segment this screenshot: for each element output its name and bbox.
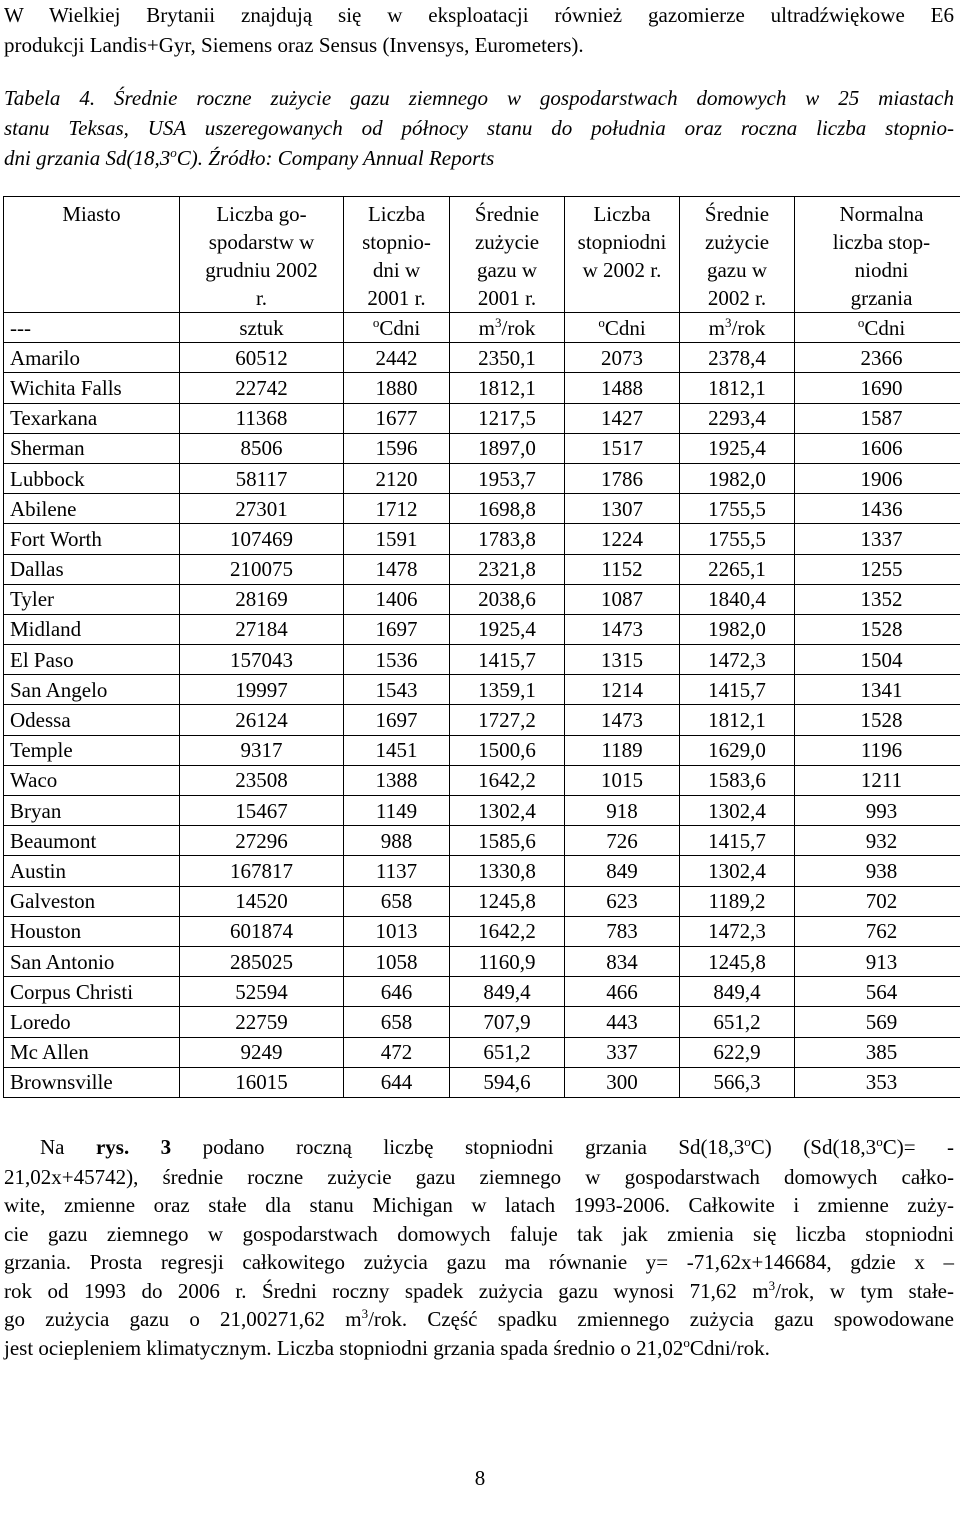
value-cell: 337 [565, 1037, 680, 1067]
city-cell: Abilene [4, 494, 180, 524]
table-header [4, 197, 960, 313]
table-row [4, 946, 960, 976]
body-line-2: 21,02x+45742), średnie roczne zużycie gazu ziemnego w gospodarstwach domowych całko- [4, 1165, 954, 1189]
value-cell: 23508 [180, 765, 344, 795]
value-cell: 1606 [795, 433, 960, 463]
value-cell: 385 [795, 1037, 960, 1067]
value-cell: 300 [565, 1067, 680, 1097]
city-cell: San Angelo [4, 675, 180, 705]
value-cell: 1925,4 [680, 433, 795, 463]
column-header-line: liczba stop- [832, 230, 931, 254]
value-cell: 1755,5 [680, 494, 795, 524]
unit-cell: sztuk [180, 313, 344, 343]
table-row [4, 403, 960, 433]
value-cell: 285025 [180, 946, 344, 976]
value-cell: 1642,2 [450, 916, 565, 946]
value-cell: 913 [795, 946, 960, 976]
value-cell: 1812,1 [450, 373, 565, 403]
value-cell: 52594 [180, 977, 344, 1007]
table-row [4, 1007, 960, 1037]
city-cell: San Antonio [4, 946, 180, 976]
value-cell: 646 [344, 977, 450, 1007]
table-row [4, 463, 960, 493]
value-cell: 1302,4 [450, 796, 565, 826]
degree-sup: o [744, 1134, 751, 1149]
value-cell: 1587 [795, 403, 960, 433]
value-cell: 1897,0 [450, 433, 565, 463]
table-row [4, 343, 960, 373]
unit-text: Cdni [864, 315, 906, 340]
body-line-1 [4, 1132, 954, 1162]
body-line-5: grzania. Prosta regresji całkowitego zużycia gazu ma równanie y= -71,62x+146684, gdzie x – [4, 1250, 954, 1274]
value-cell: 783 [565, 916, 680, 946]
table-row [4, 916, 960, 946]
value-cell: 107469 [180, 524, 344, 554]
value-cell: 15467 [180, 796, 344, 826]
column-header-line: dni w [372, 258, 421, 282]
value-cell: 1690 [795, 373, 960, 403]
unit-cell [680, 313, 795, 343]
city-cell: Odessa [4, 705, 180, 735]
city-cell: Waco [4, 765, 180, 795]
caption-line-2: stanu Teksas, USA uszeregowanych od północy stanu do południa oraz roczna liczba stopnio- [4, 116, 954, 140]
column-header-line: stopnio- [362, 230, 431, 254]
value-cell: 1302,4 [680, 856, 795, 886]
value-cell: 1697 [344, 705, 450, 735]
body-text: C)= - [882, 1135, 954, 1159]
value-cell: 27301 [180, 494, 344, 524]
value-cell: 2378,4 [680, 343, 795, 373]
value-cell: 1880 [344, 373, 450, 403]
value-cell: 1472,3 [680, 916, 795, 946]
table-row [4, 1037, 960, 1067]
table-row [4, 554, 960, 584]
column-header-line: grudniu 2002 [205, 258, 318, 282]
column-header-line: niodni [854, 258, 909, 282]
unit-cell [450, 313, 565, 343]
value-cell: 1473 [565, 614, 680, 644]
value-cell: 1677 [344, 403, 450, 433]
value-cell: 594,6 [450, 1067, 565, 1097]
table-row [4, 796, 960, 826]
value-cell: 16015 [180, 1067, 344, 1097]
value-cell: 2442 [344, 343, 450, 373]
value-cell: 2350,1 [450, 343, 565, 373]
value-cell: 60512 [180, 343, 344, 373]
value-cell: 1504 [795, 645, 960, 675]
value-cell: 1473 [565, 705, 680, 735]
caption-line-3 [4, 143, 954, 173]
value-cell: 1596 [344, 433, 450, 463]
table-row [4, 675, 960, 705]
table-row [4, 977, 960, 1007]
table-row [4, 856, 960, 886]
city-cell: Tyler [4, 584, 180, 614]
value-cell: 1436 [795, 494, 960, 524]
body-line-3: wite, zmienne oraz stałe dla stanu Michigan w latach 1993-2006. Całkowite i zmienne zuży- [4, 1193, 954, 1217]
column-header-line: Normalna [839, 202, 924, 226]
value-cell: 1087 [565, 584, 680, 614]
table-row [4, 765, 960, 795]
value-cell: 443 [565, 1007, 680, 1037]
value-cell: 27296 [180, 826, 344, 856]
value-cell: 1583,6 [680, 765, 795, 795]
value-cell: 2321,8 [450, 554, 565, 584]
value-cell: 834 [565, 946, 680, 976]
caption-text-b: C). Źródło: Company Annual Reports [176, 146, 495, 170]
value-cell: 466 [565, 977, 680, 1007]
column-header-line: zużycie [474, 230, 540, 254]
table-row [4, 494, 960, 524]
value-cell: 1302,4 [680, 796, 795, 826]
body-text: C) (Sd(18,3 [750, 1135, 877, 1159]
column-header-line: gazu w [706, 258, 768, 282]
column-header-line: Miasto [62, 202, 121, 226]
city-cell: Texarkana [4, 403, 180, 433]
unit-sup: 3 [725, 314, 732, 330]
value-cell: 1840,4 [680, 584, 795, 614]
value-cell: 623 [565, 886, 680, 916]
value-cell: 1160,9 [450, 946, 565, 976]
value-cell: 1528 [795, 705, 960, 735]
value-cell: 1330,8 [450, 856, 565, 886]
degree-sup: o [170, 145, 177, 160]
city-cell: Temple [4, 735, 180, 765]
value-cell: 22742 [180, 373, 344, 403]
column-header-line: Średnie [704, 202, 770, 226]
body-text: /rok, w tym stałe- [775, 1279, 954, 1303]
value-cell: 1478 [344, 554, 450, 584]
value-cell: 658 [344, 1007, 450, 1037]
column-header-line: spodarstw w [208, 230, 315, 254]
column-header-line: 2002 r. [707, 286, 767, 310]
city-cell: Amarilo [4, 343, 180, 373]
column-header-line: w 2002 r. [582, 258, 662, 282]
body-text: go zużycia gazu o 21,00271,62 m [4, 1307, 362, 1331]
value-cell: 1149 [344, 796, 450, 826]
table-row [4, 614, 960, 644]
value-cell: 2038,6 [450, 584, 565, 614]
value-cell: 564 [795, 977, 960, 1007]
column-header-line: 2001 r. [367, 286, 426, 310]
column-header-line: 2001 r. [477, 286, 537, 310]
value-cell: 1629,0 [680, 735, 795, 765]
cubic-sup: 3 [768, 1278, 776, 1293]
unit-sup: o [857, 314, 865, 330]
value-cell: 702 [795, 886, 960, 916]
city-cell: Dallas [4, 554, 180, 584]
city-cell: Fort Worth [4, 524, 180, 554]
value-cell: 569 [795, 1007, 960, 1037]
value-cell: 1415,7 [680, 826, 795, 856]
value-cell: 9249 [180, 1037, 344, 1067]
value-cell: 1255 [795, 554, 960, 584]
body-text: Cdni/rok. [689, 1336, 770, 1360]
unit-cell [565, 313, 680, 343]
value-cell: 8506 [180, 433, 344, 463]
value-cell: 1415,7 [680, 675, 795, 705]
column-header-line: zużycie [704, 230, 770, 254]
table-body [4, 313, 960, 1098]
column-header [680, 197, 795, 313]
city-cell: Houston [4, 916, 180, 946]
units-row [4, 313, 960, 343]
value-cell: 167817 [180, 856, 344, 886]
city-cell: Galveston [4, 886, 180, 916]
cubic-sup: 3 [361, 1306, 369, 1321]
value-cell: 1058 [344, 946, 450, 976]
column-header [795, 197, 960, 313]
value-cell: 1427 [565, 403, 680, 433]
city-cell: Bryan [4, 796, 180, 826]
value-cell: 1217,5 [450, 403, 565, 433]
header-row [4, 197, 960, 313]
value-cell: 58117 [180, 463, 344, 493]
value-cell: 1642,2 [450, 765, 565, 795]
value-cell: 1543 [344, 675, 450, 705]
unit-text: /rok [731, 315, 766, 340]
column-header [4, 197, 180, 313]
value-cell: 14520 [180, 886, 344, 916]
caption-text-a: dni grzania Sd(18,3 [4, 146, 171, 170]
city-cell: Corpus Christi [4, 977, 180, 1007]
table-row [4, 1067, 960, 1097]
value-cell: 849,4 [450, 977, 565, 1007]
value-cell: 658 [344, 886, 450, 916]
unit-text: /rok [501, 315, 536, 340]
body-line-4: cie gazu ziemnego w gospodarstwach domowych faluje tak jak zmienia się liczba stopniodni [4, 1222, 954, 1246]
value-cell: 918 [565, 796, 680, 826]
value-cell: 11368 [180, 403, 344, 433]
value-cell: 993 [795, 796, 960, 826]
table-row [4, 705, 960, 735]
table-row [4, 584, 960, 614]
value-cell: 1406 [344, 584, 450, 614]
value-cell: 1585,6 [450, 826, 565, 856]
column-header-line: Średnie [474, 202, 540, 226]
value-cell: 1315 [565, 645, 680, 675]
city-cell: Lubbock [4, 463, 180, 493]
value-cell: 1472,3 [680, 645, 795, 675]
body-text: Na [40, 1135, 96, 1159]
figure-reference: rys. 3 [95, 1135, 172, 1159]
value-cell: 1337 [795, 524, 960, 554]
column-header-line: Liczba [367, 202, 426, 226]
value-cell: 1697 [344, 614, 450, 644]
value-cell: 1245,8 [680, 946, 795, 976]
body-text: rok od 1993 do 2006 r. Średni roczny spadek zużycia gazu wynosi 71,62 m [4, 1279, 769, 1303]
city-cell: Loredo [4, 1007, 180, 1037]
value-cell: 1906 [795, 463, 960, 493]
value-cell: 622,9 [680, 1037, 795, 1067]
value-cell: 1211 [795, 765, 960, 795]
value-cell: 2366 [795, 343, 960, 373]
value-cell: 1591 [344, 524, 450, 554]
value-cell: 1189,2 [680, 886, 795, 916]
unit-cell [795, 313, 960, 343]
intro-line-2: produkcji Landis+Gyr, Siemens oraz Sensus (Invensys, Eurometers). [4, 33, 584, 57]
city-cell: Wichita Falls [4, 373, 180, 403]
value-cell: 1307 [565, 494, 680, 524]
value-cell: 1812,1 [680, 373, 795, 403]
value-cell: 1137 [344, 856, 450, 886]
value-cell: 1224 [565, 524, 680, 554]
value-cell: 22759 [180, 1007, 344, 1037]
value-cell: 2293,4 [680, 403, 795, 433]
table-row [4, 373, 960, 403]
value-cell: 1500,6 [450, 735, 565, 765]
table-row [4, 433, 960, 463]
unit-text: m [708, 315, 725, 340]
value-cell: 1015 [565, 765, 680, 795]
unit-text: Cdni [604, 315, 646, 340]
table-row [4, 524, 960, 554]
column-header [180, 197, 344, 313]
caption-line-1: Tabela 4. Średnie roczne zużycie gazu ziemnego w gospodarstwach domowych w 25 miastach [4, 86, 954, 110]
value-cell: 9317 [180, 735, 344, 765]
value-cell: 1214 [565, 675, 680, 705]
value-cell: 210075 [180, 554, 344, 584]
body-line-7 [4, 1304, 954, 1334]
unit-text: m [478, 315, 495, 340]
value-cell: 1415,7 [450, 645, 565, 675]
value-cell: 1712 [344, 494, 450, 524]
value-cell: 472 [344, 1037, 450, 1067]
value-cell: 651,2 [680, 1007, 795, 1037]
table-row [4, 886, 960, 916]
value-cell: 1341 [795, 675, 960, 705]
value-cell: 27184 [180, 614, 344, 644]
column-header [450, 197, 565, 313]
value-cell: 988 [344, 826, 450, 856]
city-cell: Austin [4, 856, 180, 886]
table-row [4, 645, 960, 675]
value-cell: 1013 [344, 916, 450, 946]
value-cell: 1488 [565, 373, 680, 403]
value-cell: 1982,0 [680, 463, 795, 493]
column-header [565, 197, 680, 313]
unit-sup: o [372, 314, 380, 330]
page-number: 8 [474, 1466, 486, 1490]
column-header-line: Liczba go- [216, 202, 307, 226]
city-cell: Midland [4, 614, 180, 644]
body-text: podano roczną liczbę stopniodni grzania Sd(18,3 [171, 1135, 745, 1159]
degree-sup: o [683, 1335, 690, 1350]
city-cell: El Paso [4, 645, 180, 675]
city-cell: Mc Allen [4, 1037, 180, 1067]
unit-cell: --- [4, 313, 180, 343]
value-cell: 2073 [565, 343, 680, 373]
value-cell: 651,2 [450, 1037, 565, 1067]
city-cell: Beaumont [4, 826, 180, 856]
value-cell: 1451 [344, 735, 450, 765]
unit-cell [344, 313, 450, 343]
table-row [4, 826, 960, 856]
degree-sup: o [876, 1134, 883, 1149]
value-cell: 1982,0 [680, 614, 795, 644]
column-header-line: gazu w [476, 258, 538, 282]
table-row [4, 735, 960, 765]
value-cell: 1359,1 [450, 675, 565, 705]
value-cell: 762 [795, 916, 960, 946]
gas-consumption-table [3, 196, 960, 1098]
column-header [344, 197, 450, 313]
value-cell: 2265,1 [680, 554, 795, 584]
value-cell: 26124 [180, 705, 344, 735]
body-line-6 [4, 1276, 954, 1306]
body-text: /rok. Część spadku zmiennego zużycia gazu spowodowane [368, 1307, 955, 1331]
value-cell: 938 [795, 856, 960, 886]
value-cell: 849,4 [680, 977, 795, 1007]
value-cell: 1388 [344, 765, 450, 795]
city-cell: Sherman [4, 433, 180, 463]
value-cell: 353 [795, 1067, 960, 1097]
value-cell: 1536 [344, 645, 450, 675]
value-cell: 19997 [180, 675, 344, 705]
column-header-line: stopniodni [577, 230, 667, 254]
value-cell: 1755,5 [680, 524, 795, 554]
column-header-line: Liczba [593, 202, 651, 226]
value-cell: 1196 [795, 735, 960, 765]
value-cell: 566,3 [680, 1067, 795, 1097]
value-cell: 1528 [795, 614, 960, 644]
body-text: jest ociepleniem klimatycznym. Liczba stopniodni grzania spada średnio o 21,02 [4, 1336, 684, 1360]
value-cell: 1245,8 [450, 886, 565, 916]
value-cell: 157043 [180, 645, 344, 675]
value-cell: 1786 [565, 463, 680, 493]
value-cell: 1812,1 [680, 705, 795, 735]
value-cell: 707,9 [450, 1007, 565, 1037]
value-cell: 1727,2 [450, 705, 565, 735]
value-cell: 1925,4 [450, 614, 565, 644]
value-cell: 644 [344, 1067, 450, 1097]
value-cell: 2120 [344, 463, 450, 493]
body-line-8 [4, 1333, 954, 1363]
city-cell: Brownsville [4, 1067, 180, 1097]
value-cell: 28169 [180, 584, 344, 614]
value-cell: 1189 [565, 735, 680, 765]
value-cell: 1517 [565, 433, 680, 463]
value-cell: 932 [795, 826, 960, 856]
unit-text: Cdni [379, 315, 421, 340]
value-cell: 1152 [565, 554, 680, 584]
value-cell: 1698,8 [450, 494, 565, 524]
column-header-line: r. [255, 286, 268, 310]
value-cell: 1352 [795, 584, 960, 614]
value-cell: 726 [565, 826, 680, 856]
column-header-line: grzania [850, 286, 913, 310]
unit-sup: 3 [495, 314, 502, 330]
unit-sup: o [598, 314, 605, 330]
value-cell: 849 [565, 856, 680, 886]
intro-line-1: W Wielkiej Brytanii znajdują się w eksploatacji również gazomierze ultradźwiękowe E6 [4, 3, 954, 27]
value-cell: 1953,7 [450, 463, 565, 493]
value-cell: 1783,8 [450, 524, 565, 554]
value-cell: 601874 [180, 916, 344, 946]
